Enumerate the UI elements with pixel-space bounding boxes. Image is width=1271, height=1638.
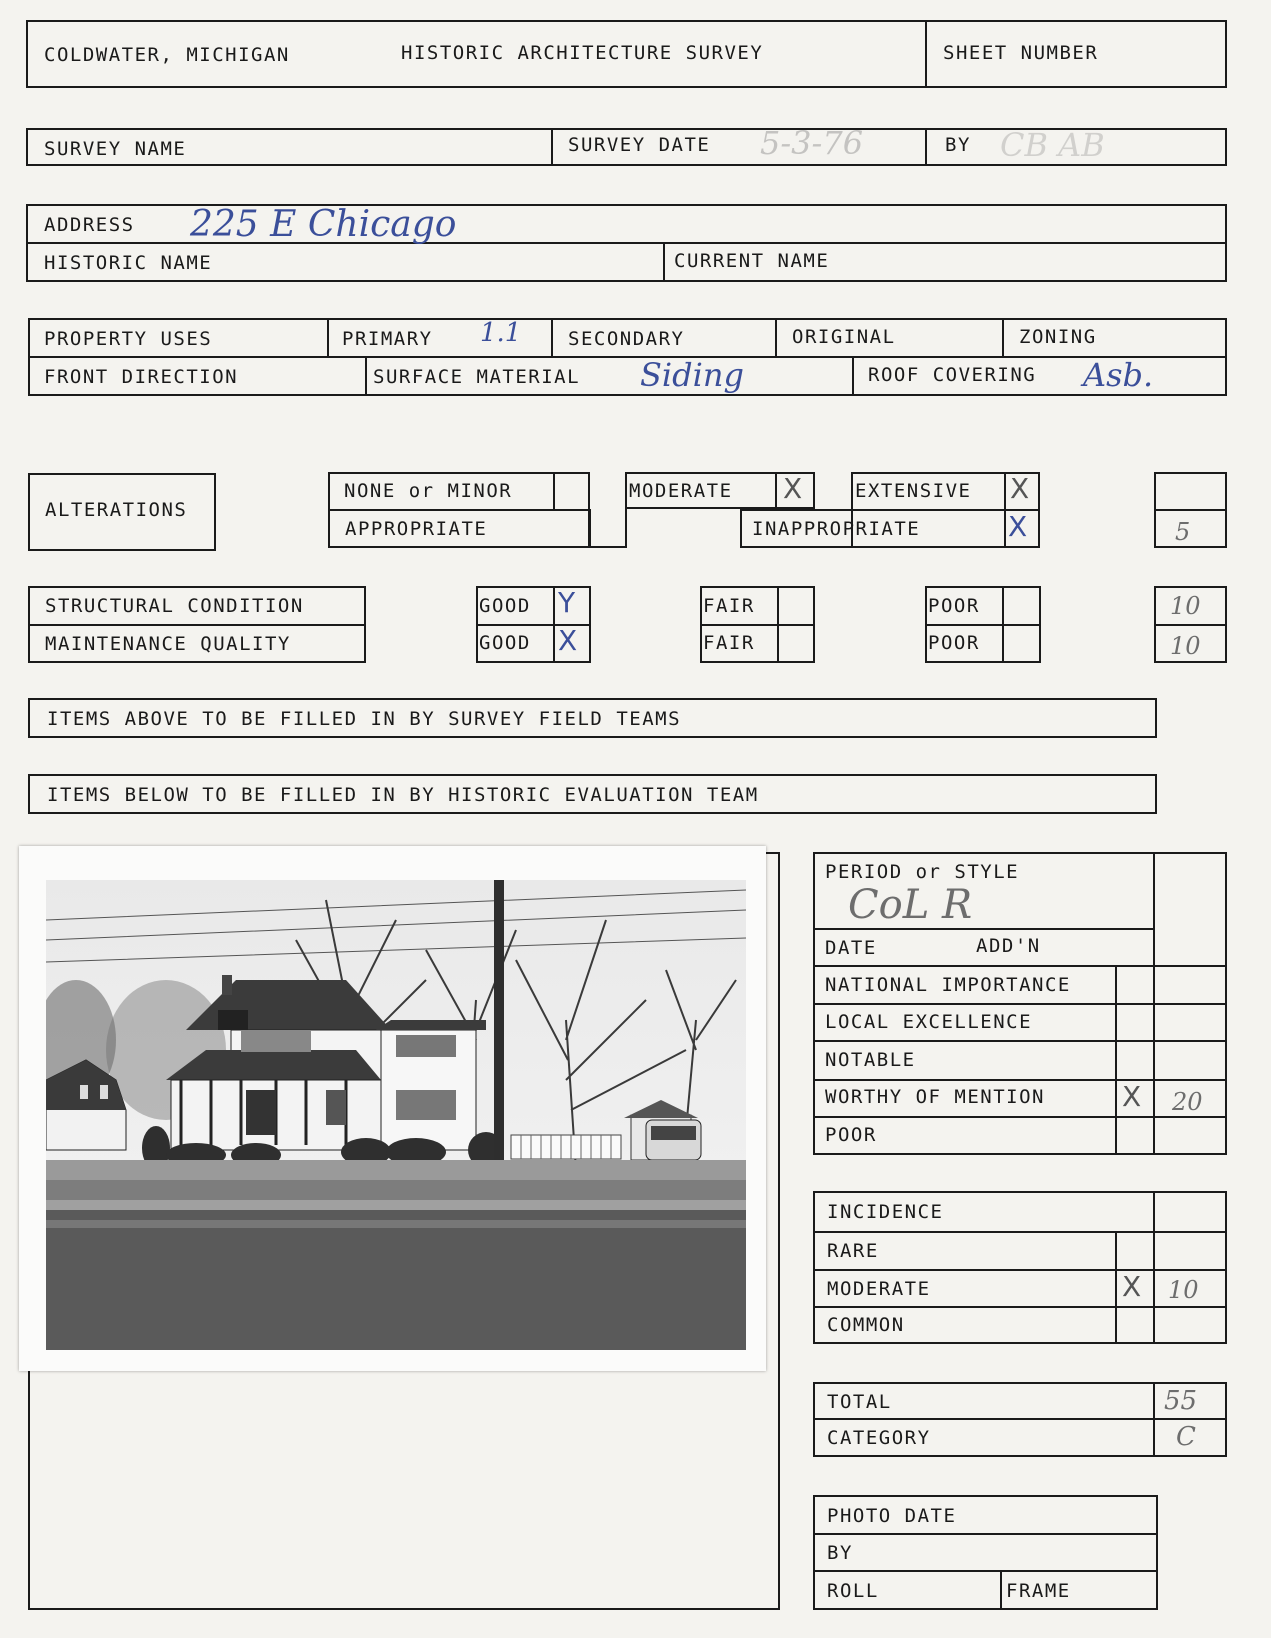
category-value: C xyxy=(1176,1422,1196,1452)
survey-name-label: SURVEY NAME xyxy=(44,138,187,160)
extensive-mark: X xyxy=(1010,472,1030,505)
category-label: CATEGORY xyxy=(827,1427,931,1449)
maintenance-poor-label: POOR xyxy=(928,632,980,654)
eval-poor-label: POOR xyxy=(825,1124,877,1146)
front-direction-label: FRONT DIRECTION xyxy=(44,366,239,388)
note-above: ITEMS ABOVE TO BE FILLED IN BY SURVEY FIELD TEAMS xyxy=(47,708,682,730)
address-label: ADDRESS xyxy=(44,214,135,236)
photo-by-label: BY xyxy=(827,1542,853,1564)
maintenance-fair-label: FAIR xyxy=(703,632,755,654)
inappropriate-mark: X xyxy=(1008,510,1028,543)
survey-by-label: BY xyxy=(945,134,971,156)
property-uses-label: PROPERTY USES xyxy=(44,328,213,350)
house-photo-image xyxy=(46,880,746,1350)
incidence-moderate-mark: X xyxy=(1122,1270,1142,1303)
roll-label: ROLL xyxy=(827,1580,879,1602)
note-below: ITEMS BELOW TO BE FILLED IN BY HISTORIC EVALUATION TEAM xyxy=(47,784,759,806)
alter-moderate-label: MODERATE xyxy=(629,480,733,502)
maintenance-good-label: GOOD xyxy=(479,632,531,654)
period-style-label: PERIOD or STYLE xyxy=(825,861,1020,883)
structural-fair-label: FAIR xyxy=(703,595,755,617)
maintenance-score: 10 xyxy=(1170,632,1201,660)
survey-date-value: 5-3-76 xyxy=(760,124,864,162)
alterations-score: 5 xyxy=(1175,518,1191,546)
surface-material-value: Siding xyxy=(640,356,744,394)
total-value: 55 xyxy=(1164,1386,1198,1416)
original-label: ORIGINAL xyxy=(792,326,896,348)
extensive-label: EXTENSIVE xyxy=(855,480,972,502)
maintenance-quality-label: MAINTENANCE QUALITY xyxy=(45,633,291,655)
form-title: HISTORIC ARCHITECTURE SURVEY xyxy=(401,42,764,64)
notable-label: NOTABLE xyxy=(825,1049,916,1071)
alterations-label: ALTERATIONS xyxy=(45,499,188,521)
roof-covering-label: ROOF COVERING xyxy=(868,364,1037,386)
alter-moderate-mark: X xyxy=(783,472,803,505)
none-minor-label: NONE or MINOR xyxy=(344,480,513,502)
structural-score: 10 xyxy=(1170,592,1201,620)
primary-value: 1.1 xyxy=(480,318,522,348)
eval-date-label: DATE xyxy=(825,937,877,959)
secondary-label: SECONDARY xyxy=(568,328,685,350)
worthy-score: 20 xyxy=(1172,1088,1203,1116)
national-importance-label: NATIONAL IMPORTANCE xyxy=(825,974,1071,996)
addn-label: ADD'N xyxy=(976,935,1041,957)
historic-name-label: HISTORIC NAME xyxy=(44,252,213,274)
inappropriate-label: INAPPROPRIATE xyxy=(752,518,921,540)
zoning-label: ZONING xyxy=(1019,326,1097,348)
incidence-label: INCIDENCE xyxy=(827,1201,944,1223)
photo-date-label: PHOTO DATE xyxy=(827,1505,957,1527)
total-label: TOTAL xyxy=(827,1391,892,1413)
period-style-value: CoL R xyxy=(848,882,973,928)
local-excellence-label: LOCAL EXCELLENCE xyxy=(825,1011,1033,1033)
address-value: 225 E Chicago xyxy=(190,204,457,245)
sheet-number-label: SHEET NUMBER xyxy=(943,42,1099,64)
primary-label: PRIMARY xyxy=(342,328,433,350)
house-photograph xyxy=(19,846,766,1371)
common-label: COMMON xyxy=(827,1314,905,1336)
structural-poor-label: POOR xyxy=(928,595,980,617)
survey-by-value: CB AB xyxy=(1000,126,1105,164)
structural-good-label: GOOD xyxy=(479,595,531,617)
incidence-moderate-label: MODERATE xyxy=(827,1278,931,1300)
worthy-mark: X xyxy=(1122,1080,1142,1113)
survey-date-label: SURVEY DATE xyxy=(568,134,711,156)
appropriate-label: APPROPRIATE xyxy=(345,518,488,540)
roof-covering-value: Asb. xyxy=(1083,356,1154,394)
surface-material-label: SURFACE MATERIAL xyxy=(373,366,581,388)
structural-good-mark: Y xyxy=(558,586,576,619)
incidence-moderate-score: 10 xyxy=(1168,1276,1199,1304)
structural-condition-label: STRUCTURAL CONDITION xyxy=(45,595,304,617)
rare-label: RARE xyxy=(827,1240,879,1262)
maintenance-good-mark: X xyxy=(558,624,578,657)
place-label: COLDWATER, MICHIGAN xyxy=(44,44,290,66)
frame-label: FRAME xyxy=(1006,1580,1071,1602)
current-name-label: CURRENT NAME xyxy=(674,250,830,272)
worthy-label: WORTHY OF MENTION xyxy=(825,1086,1045,1108)
